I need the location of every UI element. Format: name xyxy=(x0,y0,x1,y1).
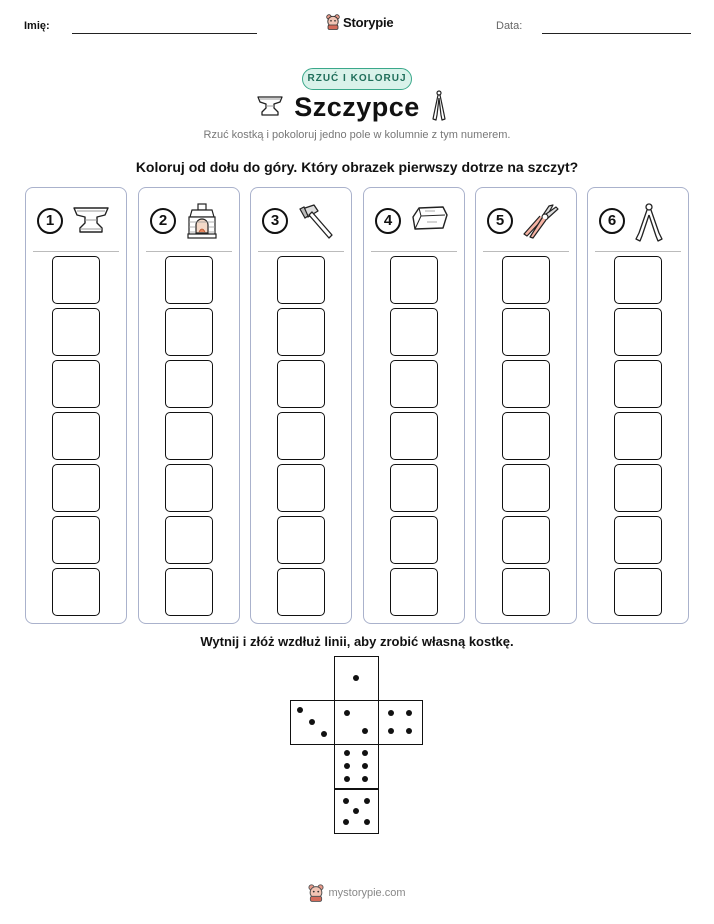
forge-furnace-icon xyxy=(184,203,220,239)
brand-name: Storypie xyxy=(343,14,394,30)
color-box[interactable] xyxy=(614,308,662,356)
subtitle: Rzuć kostką i pokoloruj jedno pole w kolumnie z tym numerem. xyxy=(203,129,511,141)
color-box[interactable] xyxy=(614,412,662,460)
name-write-line[interactable] xyxy=(72,33,257,34)
color-box[interactable] xyxy=(390,568,438,616)
page-title: Szczypce xyxy=(294,92,420,122)
color-box[interactable] xyxy=(502,360,550,408)
dice-pip xyxy=(364,819,370,825)
dice-pip xyxy=(362,776,368,782)
tongs-icon xyxy=(432,90,446,122)
dice-pip xyxy=(321,731,327,737)
dice-pip xyxy=(362,750,368,756)
column-2 xyxy=(138,187,240,624)
column-header xyxy=(262,203,342,239)
tongs-icon xyxy=(633,203,665,243)
race-columns xyxy=(25,187,689,624)
dice-pip xyxy=(343,819,349,825)
column-number: 2 xyxy=(150,208,176,234)
cut-instruction: Wytnij i złóż wzdłuż linii, aby zrobić własną kostkę. xyxy=(200,634,514,649)
dice-pip xyxy=(297,707,303,713)
color-box[interactable] xyxy=(502,516,550,564)
color-box[interactable] xyxy=(614,360,662,408)
column-number: 1 xyxy=(37,208,63,234)
metal-ingot-icon xyxy=(409,203,449,233)
dice-pip xyxy=(344,763,350,769)
color-box[interactable] xyxy=(165,256,213,304)
color-box[interactable] xyxy=(165,308,213,356)
footer-url: mystorypie.com xyxy=(328,887,406,899)
dice-face-3 xyxy=(290,700,335,745)
color-box[interactable] xyxy=(390,360,438,408)
column-divider xyxy=(595,251,681,252)
column-number: 4 xyxy=(375,208,401,234)
hammer-icon xyxy=(296,203,336,239)
column-header xyxy=(599,203,679,239)
column-header xyxy=(375,203,455,239)
color-box[interactable] xyxy=(502,464,550,512)
color-box[interactable] xyxy=(502,568,550,616)
color-box[interactable] xyxy=(52,256,100,304)
color-box[interactable] xyxy=(277,360,325,408)
dice-net xyxy=(290,656,426,836)
dice-face-6 xyxy=(334,744,379,789)
dice-pip xyxy=(344,710,350,716)
dice-pip xyxy=(388,728,394,734)
column-header xyxy=(37,203,117,239)
color-box[interactable] xyxy=(614,516,662,564)
storypie-bear-icon xyxy=(308,884,324,902)
dice-pip xyxy=(309,719,315,725)
color-box[interactable] xyxy=(502,412,550,460)
dice-face-1 xyxy=(334,656,379,701)
color-box[interactable] xyxy=(390,308,438,356)
color-box[interactable] xyxy=(614,568,662,616)
color-box[interactable] xyxy=(52,412,100,460)
color-box[interactable] xyxy=(502,256,550,304)
color-box[interactable] xyxy=(165,360,213,408)
color-box[interactable] xyxy=(390,412,438,460)
color-box[interactable] xyxy=(165,568,213,616)
brand-logo xyxy=(326,14,393,30)
column-4 xyxy=(363,187,465,624)
color-box[interactable] xyxy=(165,412,213,460)
column-5 xyxy=(475,187,577,624)
activity-badge: RZUĆ I KOLORUJ xyxy=(302,68,412,90)
dice-pip xyxy=(364,798,370,804)
color-box[interactable] xyxy=(390,464,438,512)
column-number: 5 xyxy=(487,208,513,234)
color-box[interactable] xyxy=(277,568,325,616)
pliers-icon xyxy=(521,203,561,239)
column-6 xyxy=(587,187,689,624)
color-box[interactable] xyxy=(165,516,213,564)
column-divider xyxy=(258,251,344,252)
color-box[interactable] xyxy=(277,464,325,512)
dice-pip xyxy=(406,728,412,734)
color-box[interactable] xyxy=(52,516,100,564)
color-box[interactable] xyxy=(277,412,325,460)
instruction: Koloruj od dołu do góry. Który obrazek pierwszy dotrze na szczyt? xyxy=(135,159,579,175)
column-divider xyxy=(33,251,119,252)
dice-face-5 xyxy=(334,789,379,834)
dice-pip xyxy=(353,808,359,814)
column-number: 6 xyxy=(599,208,625,234)
dice-pip xyxy=(343,798,349,804)
storypie-bear-icon xyxy=(326,14,340,30)
color-box[interactable] xyxy=(277,308,325,356)
dice-pip xyxy=(344,776,350,782)
color-box[interactable] xyxy=(52,308,100,356)
footer xyxy=(0,884,714,902)
date-write-line[interactable] xyxy=(542,33,691,34)
dice-pip xyxy=(362,728,368,734)
column-header xyxy=(150,203,230,239)
column-number: 3 xyxy=(262,208,288,234)
name-label: Imię: xyxy=(24,20,50,32)
color-box[interactable] xyxy=(390,256,438,304)
column-3 xyxy=(250,187,352,624)
column-divider xyxy=(371,251,457,252)
column-1 xyxy=(25,187,127,624)
column-divider xyxy=(146,251,232,252)
color-box[interactable] xyxy=(502,308,550,356)
color-box[interactable] xyxy=(390,516,438,564)
dice-pip xyxy=(344,750,350,756)
color-box[interactable] xyxy=(52,568,100,616)
column-divider xyxy=(483,251,569,252)
column-header xyxy=(487,203,567,239)
color-box[interactable] xyxy=(277,516,325,564)
dice-pip xyxy=(388,710,394,716)
color-box[interactable] xyxy=(614,464,662,512)
dice-pip xyxy=(353,675,359,681)
anvil-icon xyxy=(71,203,111,235)
dice-pip xyxy=(406,710,412,716)
color-box[interactable] xyxy=(277,256,325,304)
date-label: Data: xyxy=(496,20,523,32)
dice-face-4 xyxy=(378,700,423,745)
color-box[interactable] xyxy=(165,464,213,512)
dice-face-2 xyxy=(334,700,379,745)
dice-pip xyxy=(362,763,368,769)
color-box[interactable] xyxy=(614,256,662,304)
color-box[interactable] xyxy=(52,464,100,512)
color-box[interactable] xyxy=(52,360,100,408)
